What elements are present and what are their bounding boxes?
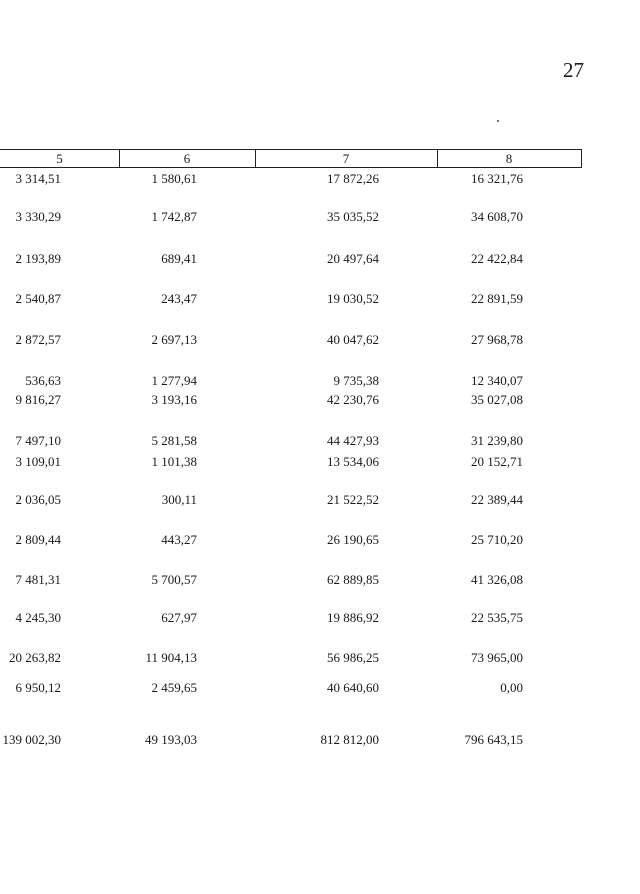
cell-col-6: 1 101,38 xyxy=(151,454,197,469)
cell-col-7: 13 534,06 xyxy=(327,454,379,469)
cell-col-8: 25 710,20 xyxy=(471,532,523,547)
table-header xyxy=(0,149,583,168)
cell-col-7: 19 886,92 xyxy=(327,610,379,625)
cell-col-5: 3 314,51 xyxy=(15,171,61,186)
cell-col-7: 44 427,93 xyxy=(327,433,379,448)
cell-col-7: 40 047,62 xyxy=(327,332,379,347)
table-row xyxy=(0,433,583,449)
table-row xyxy=(0,373,583,389)
cell-col-8: 22 535,75 xyxy=(471,610,523,625)
cell-col-8: 73 965,00 xyxy=(471,650,523,665)
table-row xyxy=(0,650,583,666)
cell-col-5: 4 245,30 xyxy=(15,610,61,625)
column-header-7: 7 xyxy=(255,149,438,168)
cell-col-7: 26 190,65 xyxy=(327,532,379,547)
cell-col-8: 796 643,15 xyxy=(464,732,523,747)
table-row xyxy=(0,454,583,470)
cell-col-6: 2 459,65 xyxy=(151,680,197,695)
table-row xyxy=(0,610,583,626)
table-row xyxy=(0,332,583,348)
cell-col-6: 3 193,16 xyxy=(151,392,197,407)
cell-col-5: 6 950,12 xyxy=(15,680,61,695)
table-row xyxy=(0,572,583,588)
cell-col-7: 812 812,00 xyxy=(320,732,379,747)
table-row xyxy=(0,291,583,307)
cell-col-7: 40 640,60 xyxy=(327,680,379,695)
page-number: 27 xyxy=(563,58,584,82)
cell-col-6: 11 904,13 xyxy=(145,650,197,665)
cell-col-7: 9 735,38 xyxy=(333,373,379,388)
cell-col-6: 49 193,03 xyxy=(145,732,197,747)
cell-col-8: 0,00 xyxy=(500,680,523,695)
cell-col-5: 2 872,57 xyxy=(15,332,61,347)
cell-col-7: 35 035,52 xyxy=(327,209,379,224)
cell-col-6: 1 580,61 xyxy=(151,171,197,186)
table-row-total xyxy=(0,732,583,748)
cell-col-7: 21 522,52 xyxy=(327,492,379,507)
table-row xyxy=(0,209,583,225)
cell-col-8: 22 389,44 xyxy=(471,492,523,507)
cell-col-5: 2 540,87 xyxy=(15,291,61,306)
cell-col-6: 5 700,57 xyxy=(151,572,197,587)
cell-col-8: 16 321,76 xyxy=(471,171,523,186)
cell-col-7: 42 230,76 xyxy=(327,392,379,407)
table-row xyxy=(0,171,583,187)
cell-col-8: 12 340,07 xyxy=(471,373,523,388)
cell-col-6: 5 281,58 xyxy=(151,433,197,448)
scan-speck xyxy=(497,120,499,122)
cell-col-7: 56 986,25 xyxy=(327,650,379,665)
cell-col-6: 1 277,94 xyxy=(151,373,197,388)
column-header-8: 8 xyxy=(437,149,582,168)
cell-col-7: 19 030,52 xyxy=(327,291,379,306)
cell-col-5: 3 109,01 xyxy=(15,454,61,469)
table-row xyxy=(0,251,583,267)
cell-col-7: 17 872,26 xyxy=(327,171,379,186)
cell-col-8: 31 239,80 xyxy=(471,433,523,448)
cell-col-5: 3 330,29 xyxy=(15,209,61,224)
cell-col-8: 34 608,70 xyxy=(471,209,523,224)
table-row xyxy=(0,532,583,548)
cell-col-8: 41 326,08 xyxy=(471,572,523,587)
cell-col-5: 7 497,10 xyxy=(15,433,61,448)
cell-col-5: 2 193,89 xyxy=(15,251,61,266)
cell-col-5: 2 036,05 xyxy=(15,492,61,507)
cell-col-6: 243,47 xyxy=(161,291,197,306)
cell-col-7: 62 889,85 xyxy=(327,572,379,587)
cell-col-5: 7 481,31 xyxy=(15,572,61,587)
cell-col-5: 2 809,44 xyxy=(15,532,61,547)
cell-col-8: 22 422,84 xyxy=(471,251,523,266)
column-header-5: 5 xyxy=(0,149,120,168)
table-row xyxy=(0,680,583,696)
table-row xyxy=(0,392,583,408)
cell-col-6: 300,11 xyxy=(161,492,197,507)
cell-col-8: 27 968,78 xyxy=(471,332,523,347)
cell-col-8: 20 152,71 xyxy=(471,454,523,469)
cell-col-5: 9 816,27 xyxy=(15,392,61,407)
cell-col-6: 1 742,87 xyxy=(151,209,197,224)
cell-col-6: 627,97 xyxy=(161,610,197,625)
cell-col-5: 139 002,30 xyxy=(2,732,61,747)
cell-col-8: 35 027,08 xyxy=(471,392,523,407)
table-row xyxy=(0,492,583,508)
cell-col-7: 20 497,64 xyxy=(327,251,379,266)
cell-col-5: 536,63 xyxy=(25,373,61,388)
cell-col-6: 443,27 xyxy=(161,532,197,547)
cell-col-5: 20 263,82 xyxy=(9,650,61,665)
cell-col-8: 22 891,59 xyxy=(471,291,523,306)
cell-col-6: 689,41 xyxy=(161,251,197,266)
column-header-6: 6 xyxy=(119,149,256,168)
cell-col-6: 2 697,13 xyxy=(151,332,197,347)
